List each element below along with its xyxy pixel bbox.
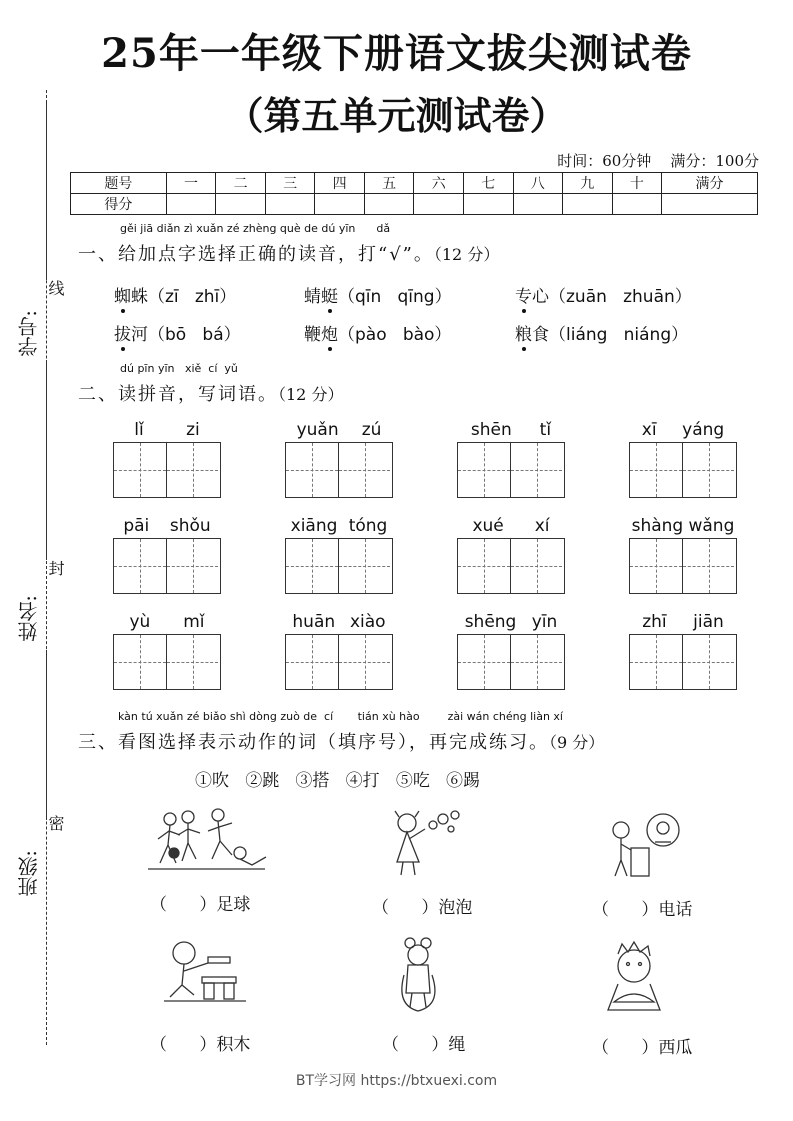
dotted-char: 蜘 xyxy=(114,287,131,307)
answer-blank-watermelon[interactable]: （ ）西瓜 xyxy=(592,1038,693,1058)
q2-score: （12 分） xyxy=(278,385,344,404)
answer-blank-rope[interactable]: （ ）绳 xyxy=(382,1035,466,1055)
time-limit: 时间：60分钟 xyxy=(557,152,652,170)
score-cell[interactable] xyxy=(414,194,464,215)
pinyin: xué xyxy=(472,516,504,536)
writing-cell[interactable] xyxy=(286,635,338,689)
writing-cell[interactable] xyxy=(166,635,218,689)
writing-cell[interactable] xyxy=(114,443,166,497)
writing-cell[interactable] xyxy=(510,635,562,689)
pinyin: yù xyxy=(129,612,151,632)
score-cell[interactable] xyxy=(364,194,414,215)
plain-char: 河 xyxy=(131,325,148,345)
pinyin: lǐ xyxy=(134,420,144,440)
q1-item xyxy=(114,320,241,345)
boy-building-blocks-picture xyxy=(160,935,250,1007)
cut-line-mark: 线 xyxy=(46,280,65,296)
header-cell: 八 xyxy=(513,173,563,194)
writing-cell[interactable] xyxy=(114,635,166,689)
score-cell[interactable] xyxy=(315,194,365,215)
pinyin: xiāng xyxy=(290,516,338,536)
q3-pinyin: kàn tú xuǎn zé biǎo shì dòng zuò de cí tián xù hào zài wán chéng liàn xí xyxy=(118,710,563,723)
pinyin: pāi xyxy=(123,516,150,536)
plain-char: 蛛 xyxy=(131,287,148,307)
q1-item xyxy=(114,282,236,307)
header-cell: 一 xyxy=(166,173,216,194)
q1-text: 一、给加点字选择正确的读音，打“√”。 xyxy=(78,244,434,265)
pinyin: shēn xyxy=(470,420,512,440)
word-box xyxy=(113,612,221,690)
header-cell: 四 xyxy=(315,173,365,194)
dotted-char: 炮 xyxy=(321,325,338,345)
q1-item xyxy=(304,320,451,345)
q1-score: （12 分） xyxy=(433,245,500,264)
score-cell[interactable] xyxy=(662,194,758,215)
pinyin-options[interactable]: （qīn qīng） xyxy=(338,287,452,307)
score-table-header-row xyxy=(71,173,758,194)
pinyin: mǐ xyxy=(183,612,205,632)
score-cell[interactable] xyxy=(513,194,563,215)
pinyin-options[interactable]: （zuān zhuān） xyxy=(549,287,692,307)
word-box xyxy=(285,612,393,690)
writing-cell[interactable] xyxy=(166,539,218,593)
score-cell[interactable] xyxy=(463,194,513,215)
answer-blank-soccer[interactable]: （ ）足球 xyxy=(150,895,251,915)
word-box xyxy=(285,420,393,498)
boy-eating-watermelon-picture xyxy=(600,940,670,1018)
word-box xyxy=(285,516,393,594)
writing-cell[interactable] xyxy=(630,443,682,497)
writing-cell[interactable] xyxy=(630,539,682,593)
word-box xyxy=(113,516,221,594)
page-footer: BT学习网 https://btxuexi.com xyxy=(295,1073,498,1089)
pinyin: jiān xyxy=(693,612,724,632)
word-box xyxy=(457,420,565,498)
pinyin-options[interactable]: （liáng niáng） xyxy=(549,325,689,345)
header-cell: 满分 xyxy=(662,173,758,194)
word-box xyxy=(113,420,221,498)
word-box xyxy=(457,612,565,690)
writing-cell[interactable] xyxy=(338,635,390,689)
plain-char: 蜻 xyxy=(304,287,321,307)
page-subtitle: （第五单元测试卷） xyxy=(225,93,568,138)
q1-item xyxy=(304,282,452,307)
girl-jumping-rope-picture xyxy=(392,935,452,1015)
pinyin: zú xyxy=(361,420,382,440)
header-cell: 九 xyxy=(563,173,613,194)
writing-cell[interactable] xyxy=(338,539,390,593)
kids-playing-soccer-picture xyxy=(140,805,270,877)
pinyin: zi xyxy=(186,420,200,440)
header-cell: 五 xyxy=(364,173,414,194)
writing-cell[interactable] xyxy=(510,539,562,593)
q2-text: 二、读拼音，写词语。 xyxy=(78,384,278,405)
action-word-options: ①吹 ②跳 ③搭 ④打 ⑤吃 ⑥踢 xyxy=(195,771,481,791)
header-cell: 二 xyxy=(216,173,266,194)
writing-cell[interactable] xyxy=(510,443,562,497)
seal-mark: 封 xyxy=(46,560,65,576)
writing-cell[interactable] xyxy=(458,443,510,497)
answer-blank-phone[interactable]: （ ）电话 xyxy=(592,900,693,920)
pinyin: xí xyxy=(534,516,550,536)
exam-meta xyxy=(557,150,759,171)
word-box xyxy=(629,420,737,498)
dotted-char: 拔 xyxy=(114,325,131,345)
writing-cell[interactable] xyxy=(338,443,390,497)
writing-cell[interactable] xyxy=(458,539,510,593)
writing-cell[interactable] xyxy=(166,443,218,497)
q1-item xyxy=(515,320,688,345)
dotted-char: 专 xyxy=(515,287,532,307)
score-row-label: 得分 xyxy=(71,194,167,215)
girl-blowing-bubbles-picture xyxy=(385,807,465,879)
plain-char: 心 xyxy=(532,287,549,307)
pinyin: shēng xyxy=(464,612,517,632)
pinyin: tǐ xyxy=(539,420,552,440)
writing-cell[interactable] xyxy=(458,635,510,689)
pinyin: huān xyxy=(292,612,336,632)
score-cell[interactable] xyxy=(612,194,662,215)
writing-cell[interactable] xyxy=(682,635,734,689)
q2-heading xyxy=(78,380,343,406)
full-score: 满分：100分 xyxy=(670,152,759,170)
header-cell: 三 xyxy=(265,173,315,194)
word-box xyxy=(457,516,565,594)
pinyin: yīn xyxy=(531,612,558,632)
writing-cell[interactable] xyxy=(114,539,166,593)
pinyin: yáng xyxy=(682,420,725,440)
pinyin: shǒu xyxy=(169,516,211,536)
score-cell[interactable] xyxy=(216,194,266,215)
class-label: 班级: xyxy=(17,850,41,897)
name-label: 姓名: xyxy=(17,595,41,642)
writing-cell[interactable] xyxy=(682,539,734,593)
dotted-char: 粮 xyxy=(515,325,532,345)
word-box xyxy=(629,516,737,594)
header-cell: 十 xyxy=(612,173,662,194)
header-cell: 七 xyxy=(463,173,513,194)
pinyin-options[interactable]: （pào bào） xyxy=(338,325,452,345)
boy-on-telephone-picture xyxy=(605,810,685,882)
pinyin: xī xyxy=(641,420,657,440)
writing-cell[interactable] xyxy=(630,635,682,689)
q3-score: （9 分） xyxy=(549,733,605,752)
q1-pinyin: gěi jiā diǎn zì xuǎn zé zhèng què de dú yīn dǎ xyxy=(120,222,391,235)
pinyin: zhī xyxy=(642,612,667,632)
score-table xyxy=(70,172,758,215)
header-cell: 题号 xyxy=(71,173,167,194)
pinyin: tóng xyxy=(348,516,388,536)
dotted-char: 蜓 xyxy=(321,287,338,307)
score-cell[interactable] xyxy=(265,194,315,215)
writing-cell[interactable] xyxy=(286,443,338,497)
pinyin: yuǎn xyxy=(296,420,339,440)
pinyin-options[interactable]: （zī zhī） xyxy=(148,287,237,307)
score-table-score-row xyxy=(71,194,758,215)
q1-item xyxy=(515,282,692,307)
binding-margin xyxy=(10,60,70,1050)
plain-char: 食 xyxy=(532,325,549,345)
score-cell[interactable] xyxy=(563,194,613,215)
answer-blank-bubbles[interactable]: （ ）泡泡 xyxy=(372,898,473,918)
answer-blank-blocks[interactable]: （ ）积木 xyxy=(150,1035,251,1055)
word-box xyxy=(629,612,737,690)
header-cell: 六 xyxy=(414,173,464,194)
dashed-binding-line xyxy=(46,90,47,1045)
secret-mark: 密 xyxy=(46,815,65,831)
q3-text: 三、看图选择表示动作的词（填序号），再完成练习。 xyxy=(78,732,549,753)
writing-cell[interactable] xyxy=(286,539,338,593)
writing-cell[interactable] xyxy=(682,443,734,497)
pinyin: shàng xyxy=(631,516,684,536)
page-title: 25年一年级下册语文拔尖测试卷 xyxy=(101,30,692,77)
student-id-label: 学号: xyxy=(17,310,41,357)
pinyin: wǎng xyxy=(688,516,735,536)
score-cell[interactable] xyxy=(166,194,216,215)
q3-heading xyxy=(78,728,604,754)
q1-heading xyxy=(78,240,499,266)
q2-pinyin: dú pīn yīn xiě cí yǔ xyxy=(120,362,238,375)
plain-char: 鞭 xyxy=(304,325,321,345)
pinyin-options[interactable]: （bō bá） xyxy=(148,325,241,345)
pinyin: xiào xyxy=(349,612,386,632)
